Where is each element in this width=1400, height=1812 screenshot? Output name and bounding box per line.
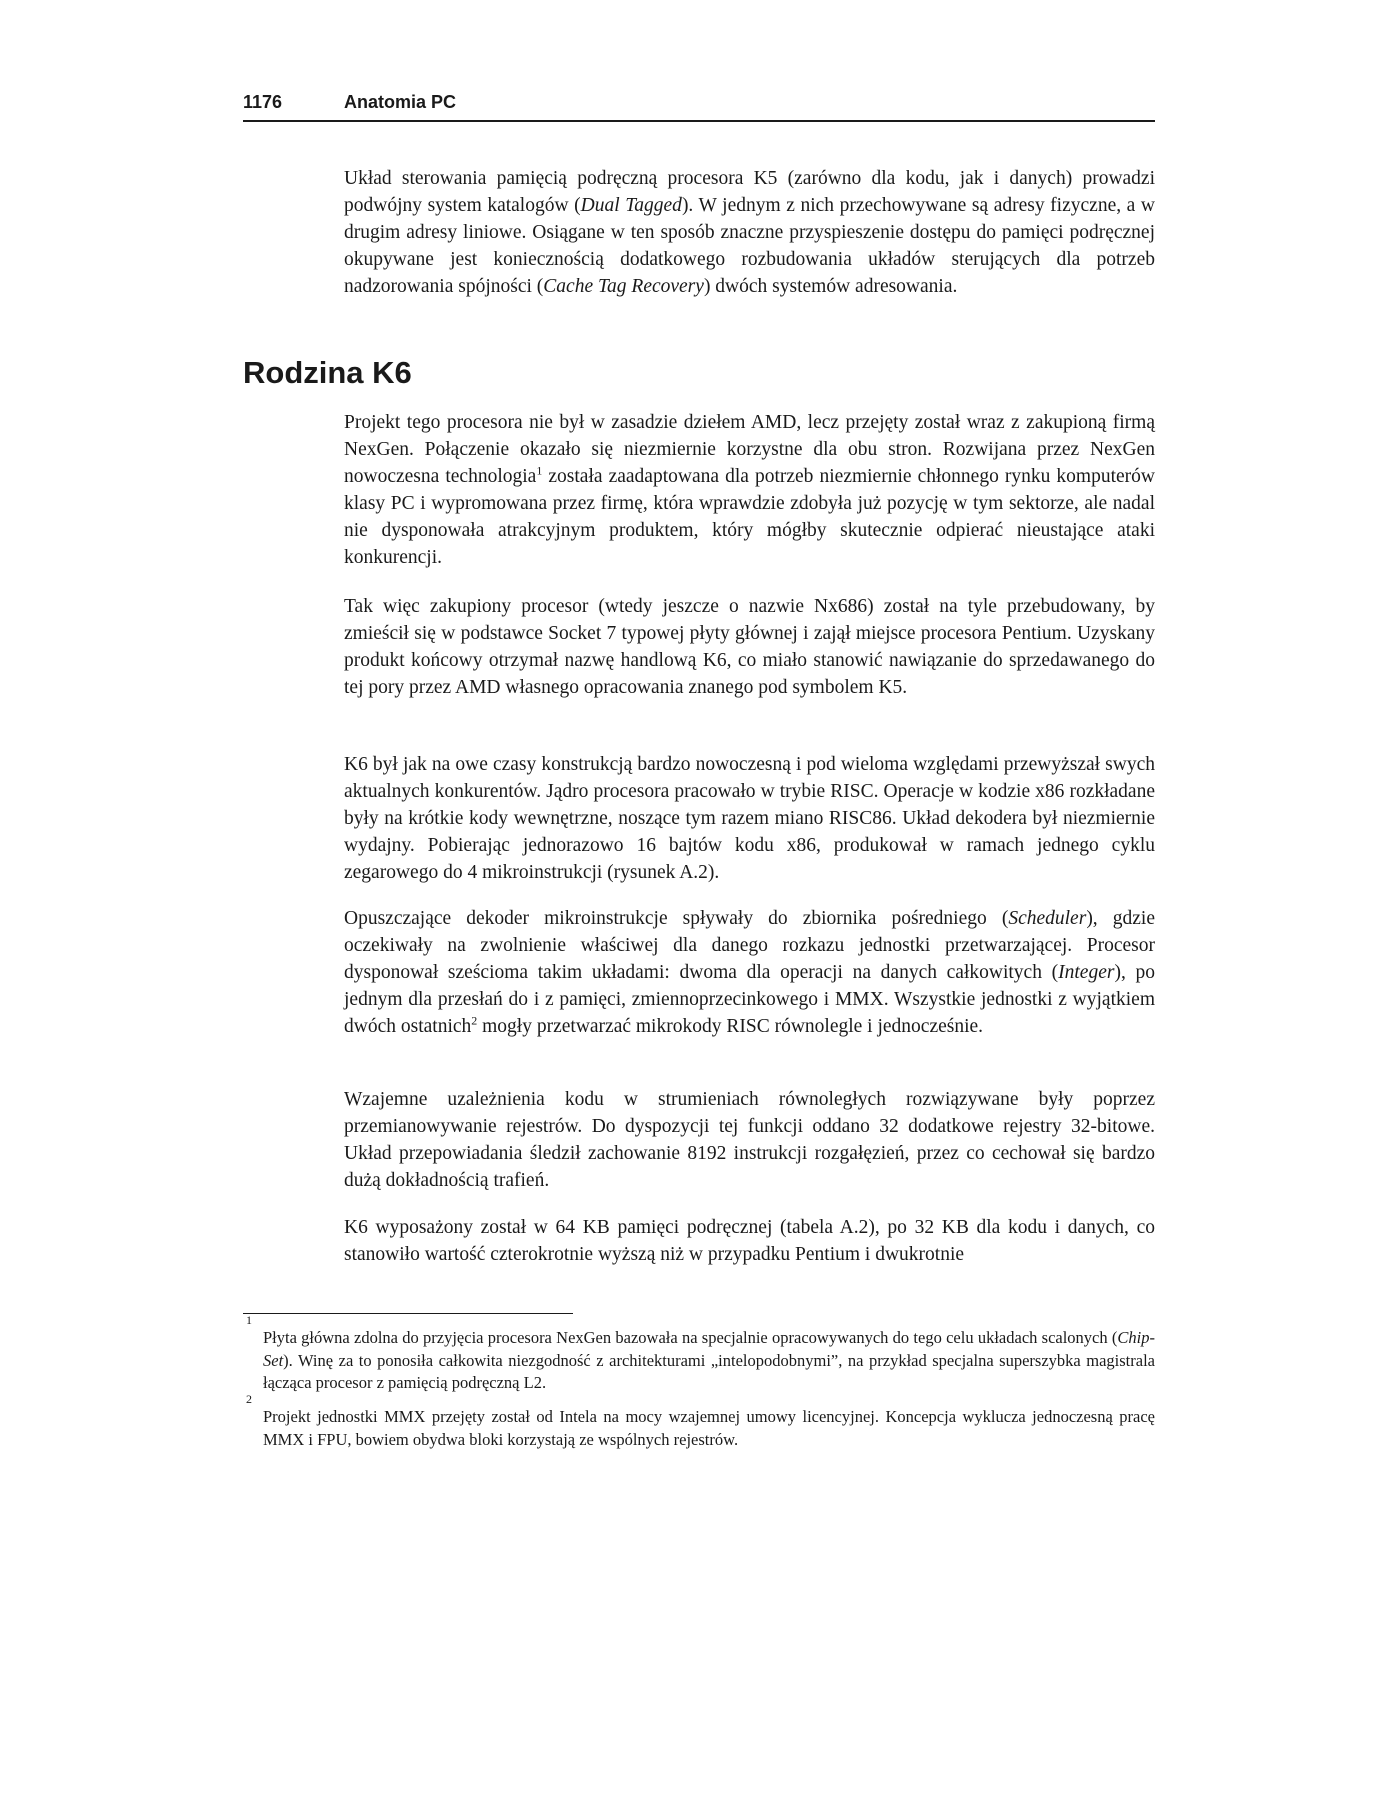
italic-term: Chip-Set: [263, 1328, 1155, 1370]
text-run: mogły przetwarzać mikrokody RISC równolegle i jednocześnie.: [477, 1016, 984, 1037]
paragraph-text: K6 wyposażony został w 64 KB pamięci podręcznej (tabela A.2), po 32 KB dla kodu i danych, co stanowiło wartość czterokrotnie wyższą niż w przypadku Pentium i dwukrotnie: [344, 1217, 1155, 1265]
paragraph-k6-registers: [344, 1086, 1155, 1194]
paragraph-text: Tak więc zakupiony procesor (wtedy jeszcze o nazwie Nx686) został na tyle przebudowany, by zmieścił się w podstawce Socket 7 typowej płyty głównej i zajął miejsce procesora Pentium. Uzyskany produkt końcowy otrzymał nazwę handlową K6, co miało stanowić nawiązanie do sprzedawanego do tej pory przez AMD własnego opracowania znanego pod symbolem K5.: [344, 596, 1155, 698]
text-run: Projekt jednostki MMX przejęty został od Intela na mocy wzajemnej umowy licencyjnej. Koncepcja wyklucza jednoczesną pracę MMX i FPU, bowiem obydwa bloki korzystają ze wspólnych rejestrów.: [263, 1407, 1155, 1449]
text-run: Opuszczające dekoder mikroinstrukcje spływały do zbiornika pośredniego (: [344, 908, 1009, 929]
running-title: Anatomia PC: [344, 92, 457, 112]
paragraph-k6-origin: [344, 409, 1155, 571]
footnote-2: 2 Projekt jednostki MMX przejęty został od Intela na mocy wzajemnej umowy licencyjnej. Koncepcja wyklucza jednoczesną pracę MMX i FPU, bowiem obydwa bloki korzystają ze wspólnych rejestrów.: [246, 1392, 1155, 1449]
footnote-divider: [243, 1313, 573, 1314]
paragraph-k6-risc: [344, 751, 1155, 886]
footnote-ref[interactable]: 2: [471, 1013, 478, 1028]
footnote-1: 1 Płyta główna zdolna do przyjęcia procesora NexGen bazowała na specjalnie opracowywanych do tego celu układach scalonych (Chip-Set). Winę za to ponosiła całkowita niezgodność z architekturami „intelopodobnymi”, na przykład specjalna superszybka magistrala łącząca procesor z pamięcią podręczną L2.: [246, 1313, 1155, 1392]
italic-term: Integer: [1058, 962, 1115, 983]
text-run: Projekt tego procesora nie był w zasadzie dziełem AMD, lecz przejęty został wraz z zakupioną firmą NexGen. Połączenie okazało się niezmiernie korzystne dla obu stron. Rozwijana przez NexGen nowoczesna technologia: [344, 412, 1155, 487]
text-run: Układ sterowania pamięcią podręczną procesora K5 (zarówno dla kodu, jak i danych) prowadzi podwójny system katalogów (: [344, 168, 1155, 216]
paragraph-k6-cache: [344, 1214, 1155, 1268]
text-run: ). W jednym z nich przechowywane są adresy fizyczne, a w drugim adresy liniowe. Osiągane w ten sposób znaczne przyspieszenie dostępu do pamięci podręcznej okupywane jest koniecznością dodatkowego rozbudowania układów sterujących dla potrzeb nadzorowania spójności (: [344, 195, 1155, 297]
paragraph-k6-scheduler: [344, 905, 1155, 1040]
section-heading: Rodzina K6: [243, 355, 412, 390]
text-run: ), po jednym dla przesłań do i z pamięci, zmiennoprzecinkowego i MMX. Wszystkie jednostki z wyjątkiem dwóch ostatnich: [344, 962, 1156, 1037]
paragraph-cache-intro: [344, 165, 1155, 300]
paragraph-text: Wzajemne uzależnienia kodu w strumieniach równoległych rozwiązywane były poprzez przemianowywanie rejestrów. Do dyspozycji tej funkcji oddano 32 dodatkowe rejestry 32-bitowe. Układ przepowiadania śledził zachowanie 8192 instrukcji rozgałęzień, przez co cechował się bardzo dużą dokładnością trafień.: [344, 1089, 1155, 1191]
running-header: [243, 90, 1155, 122]
paragraph-text: K6 był jak na owe czasy konstrukcją bardzo nowoczesną i pod wieloma względami przewyższał swych aktualnych konkurentów. Jądro procesora pracowało w trybie RISC. Operacje w kodzie x86 rozkładane były na krótkie kody wewnętrzne, noszące tym razem miano RISC86. Układ dekodera był niezmiernie wydajny. Pobierając jednorazowo 16 bajtów kodu x86, produkował w ramach jednego cyklu zegarowego do 4 mikroinstrukcji (rysunek A.2).: [344, 754, 1155, 883]
text-run: ), gdzie oczekiwały na zwolnienie właściwej dla danego rozkazu jednostki przetwarzającej. Procesor dysponował sześcioma takim układami: dwoma dla operacji na danych całkowitych (: [344, 908, 1155, 983]
text-run: została zaadaptowana dla potrzeb niezmiernie chłonnego rynku komputerów klasy PC i wypromowana przez firmę, która wprawdzie zdobyła już pozycję w tym sektorze, ale nadal nie dysponowała atrakcyjnym produktem, który mógłby skutecznie odpierać nieustające ataki konkurencji.: [344, 466, 1156, 568]
text-run: ) dwóch systemów adresowania.: [703, 276, 958, 297]
text-run: Płyta główna zdolna do przyjęcia procesora NexGen bazowała na specjalnie opracowywanych do tego celu układach scalonych (: [263, 1328, 1118, 1347]
page-number: 1176: [243, 92, 283, 112]
italic-term: Dual Tagged: [580, 195, 682, 216]
paragraph-k6-rebuild: [344, 593, 1155, 701]
italic-term: Cache Tag Recovery: [543, 276, 704, 297]
text-run: ). Winę za to ponosiła całkowita niezgodność z architekturami „intelopodobnymi”, na przykład specjalna superszybka magistrala łącząca procesor z pamięcią podręczną L2.: [263, 1350, 1155, 1392]
italic-term: Scheduler: [1008, 908, 1087, 929]
footnote-ref[interactable]: 1: [536, 463, 543, 478]
